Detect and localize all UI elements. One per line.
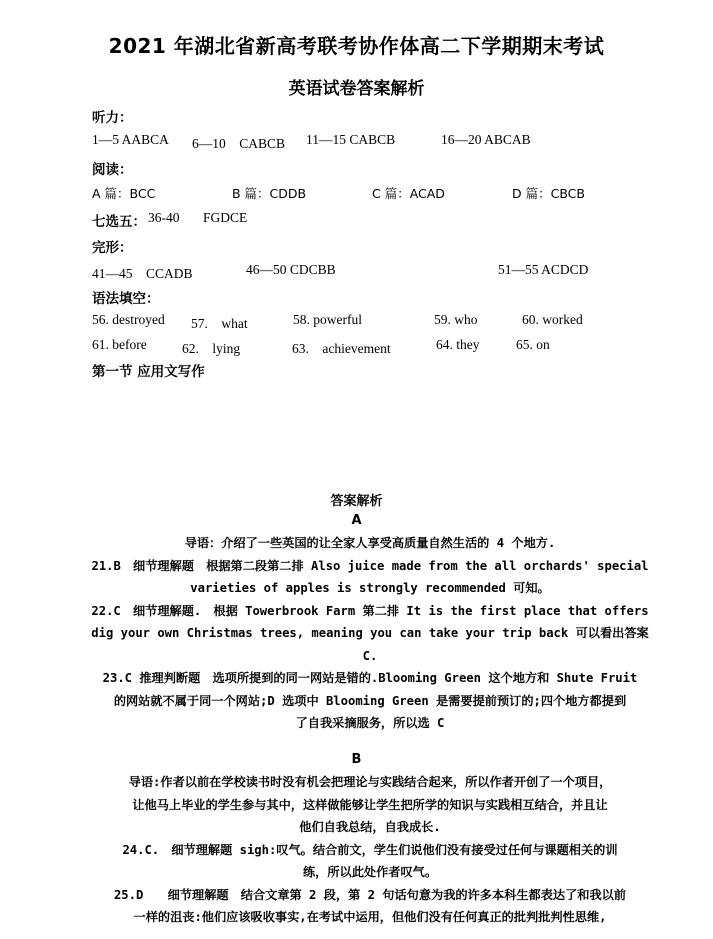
text-line: 他们自我总结，自我成长. [299, 820, 441, 834]
grammar-answer: 65. on [516, 337, 550, 352]
reading-group: D 篇：CBCB [512, 186, 585, 201]
writing-label: 第一节 应用文写作 [92, 364, 205, 380]
text-line: 了自我采摘服务，所以选 C [295, 716, 445, 730]
grammar-answer: 58. powerful [293, 312, 362, 327]
text-line: 一样的沮丧:他们应该吸收事实,在考试中运用，但他们没有任何真正的批判批判性思维, [133, 910, 607, 924]
grammar-answer: 61. before [92, 337, 147, 352]
section-b-text [90, 771, 650, 929]
section-a-text [90, 532, 650, 735]
text-line: 25.D 细节理解题 结合文章第 2 段，第 2 句话句意为我的许多本科生都表达了和我以前 [113, 887, 627, 902]
page-title: 2021 年湖北省新高考联考协作体高二下学期期末考试 [108, 34, 605, 58]
text-line: 24.C. 细节理解题 sigh:叹气。结合前文，学生们说他们没有接受过任何与课题相关的训 [122, 842, 618, 857]
text-line: 的网站就不属于同一个网站;D 选项中 Blooming Green 是需要提前预订的;四个地方都提到 [113, 693, 627, 708]
text-line: 导语：介绍了一些英国的让全家人享受高质量自然生活的 4 个地方. [184, 536, 556, 550]
listening-group: 6—10 CABCB [192, 136, 286, 151]
seven-choose-five-answer: FGDCE [203, 210, 248, 225]
listening-label: 听力： [92, 110, 133, 126]
grammar-answer: 59. who [434, 312, 478, 327]
grammar-answer: 63. achievement [292, 341, 391, 356]
text-line: 22.C 细节理解题. 根据 Towerbrook Farm 第二排 It is the first place that offers [91, 603, 649, 618]
grammar-fill-label: 语法填空： [92, 291, 160, 307]
text-line: 23.C 推理判断题 选项所提到的同一网站是错的.Blooming Green 这个地方和 Shute Fruit [102, 671, 638, 685]
cloze-group: 41—45 CCADB [92, 266, 193, 281]
listening-group: 11—15 CABCB [306, 132, 396, 147]
reading-group: B 篇：CDDB [232, 186, 307, 201]
text-line: 练，所以此处作者叹气。 [302, 865, 438, 879]
cloze-group: 51—55 ACDCD [498, 262, 589, 277]
cloze-label: 完形： [92, 240, 133, 256]
text-line: 让他马上毕业的学生参与其中，这样做能够让学生把所学的知识与实践相互结合，并且让 [132, 797, 608, 812]
seven-choose-five-range: 36-40 [148, 210, 180, 225]
text-line: dig your own Christmas trees, meaning you can take your trip back 可以看出答案 [91, 626, 649, 640]
section-b-letter: B [351, 752, 362, 767]
page-subtitle: 英语试卷答案解析 [288, 79, 425, 99]
text-line: 21.B 细节理解题 根据第二段第二排 Also juice made from the all orchards' special [91, 558, 649, 573]
section-a-letter: A [351, 513, 362, 528]
listening-group: 1—5 AABCA [92, 132, 169, 147]
grammar-answer: 57. what [191, 316, 248, 331]
grammar-answer: 56. destroyed [92, 312, 165, 327]
text-line: 导语:作者以前在学校读书时没有机会把理论与实践结合起来，所以作者开创了一个项目， [128, 775, 612, 789]
cloze-group: 46—50 CDCBB [246, 262, 336, 277]
reading-group: C 篇：ACAD [372, 186, 445, 201]
grammar-answer: 64. they [436, 337, 480, 352]
listening-group: 16—20 ABCAB [441, 132, 531, 147]
reading-label: 阅读： [92, 162, 133, 178]
seven-choose-five-label: 七选五： [92, 214, 146, 230]
text-line: C. [362, 648, 378, 663]
text-line: varieties of apples is strongly recommended 可知。 [190, 581, 550, 595]
analysis-heading: 答案解析 [330, 494, 383, 509]
reading-group: A 篇：BCC [92, 186, 156, 201]
grammar-answer: 62. lying [182, 341, 241, 356]
grammar-answer: 60. worked [522, 312, 583, 327]
